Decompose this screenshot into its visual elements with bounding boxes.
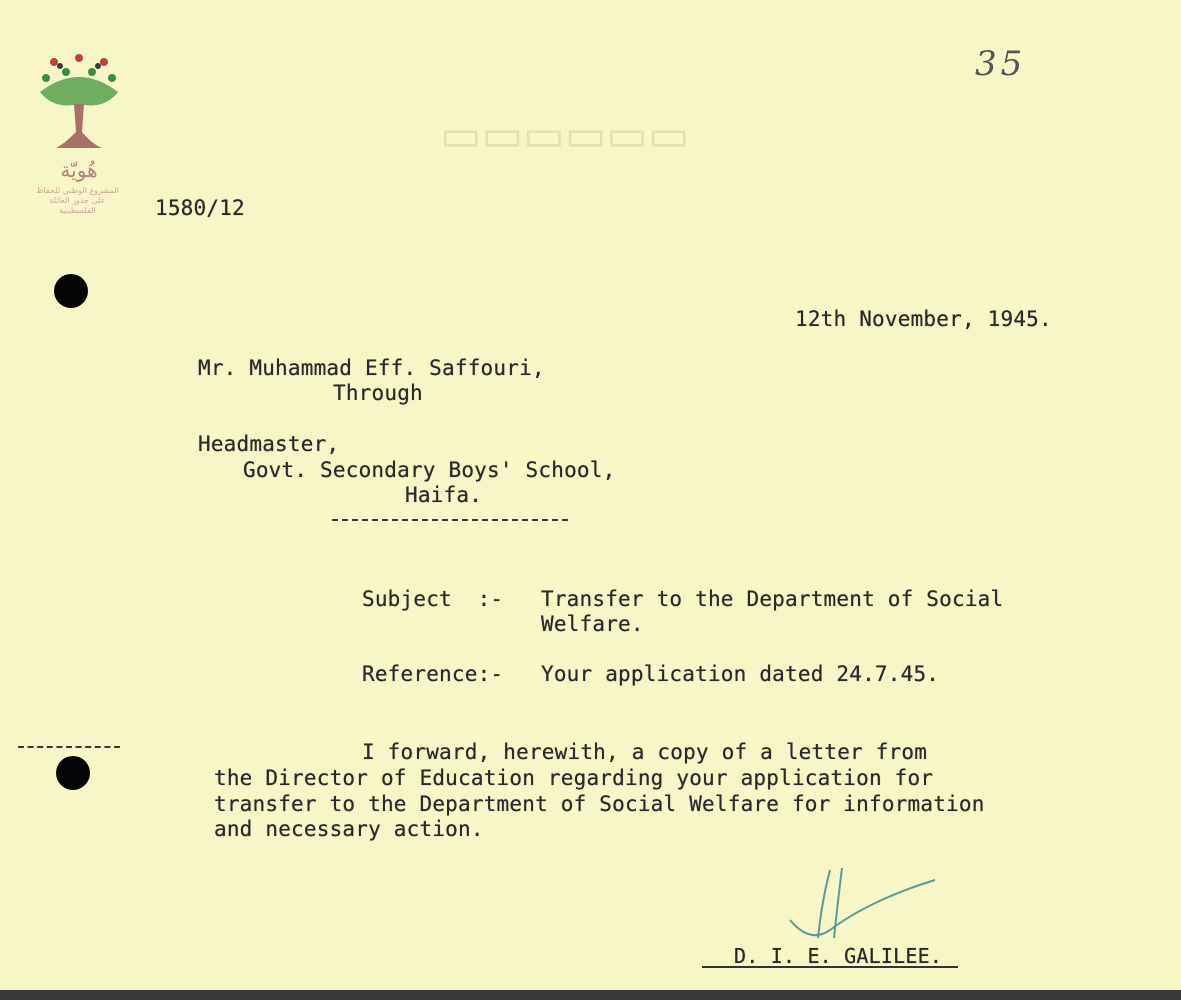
- signature-block: D. I. E. GALILEE.: [734, 944, 943, 968]
- margin-dash: [18, 746, 120, 748]
- signature-underline: [702, 966, 958, 968]
- page-bottom-edge: [0, 990, 1181, 1000]
- addressee-line-2: Through: [333, 381, 423, 405]
- page-number: 35: [975, 44, 1027, 84]
- letter-date: 12th November, 1945.: [795, 307, 1052, 331]
- reference-label: Reference:-: [362, 662, 504, 686]
- logo-caption: المشروع الوطني للحفاظ على جذور العائلة الفلسطينية: [36, 186, 119, 215]
- body-line-4: and necessary action.: [214, 817, 484, 841]
- reference-text: Your application dated 24.7.45.: [541, 662, 940, 686]
- addressee-line-3: Headmaster,: [198, 432, 340, 456]
- body-line-3: transfer to the Department of Social Welfare for information: [214, 792, 985, 816]
- punch-hole-icon: [56, 756, 90, 790]
- reference-number: 1580/12: [155, 196, 245, 220]
- subject-text-2: Welfare.: [541, 612, 644, 636]
- signature-icon: [770, 860, 950, 950]
- addressee-line-1: Mr. Muhammad Eff. Saffouri,: [198, 356, 545, 380]
- punch-hole-icon: [54, 274, 88, 308]
- subject-text-1: Transfer to the Department of Social: [541, 587, 1004, 611]
- body-line-1: I forward, herewith, a copy of a letter from: [362, 740, 928, 764]
- address-underline: [332, 519, 568, 521]
- faint-letterhead: ▭▭▭▭▭▭: [440, 110, 690, 161]
- addressee-line-5: Haifa.: [405, 483, 483, 507]
- subject-label: Subject :-: [362, 587, 504, 611]
- svg-text:هُويّة: هُويّة: [60, 158, 98, 182]
- body-line-2: the Director of Education regarding your application for: [214, 766, 934, 790]
- addressee-line-4: Govt. Secondary Boys' School,: [243, 458, 616, 482]
